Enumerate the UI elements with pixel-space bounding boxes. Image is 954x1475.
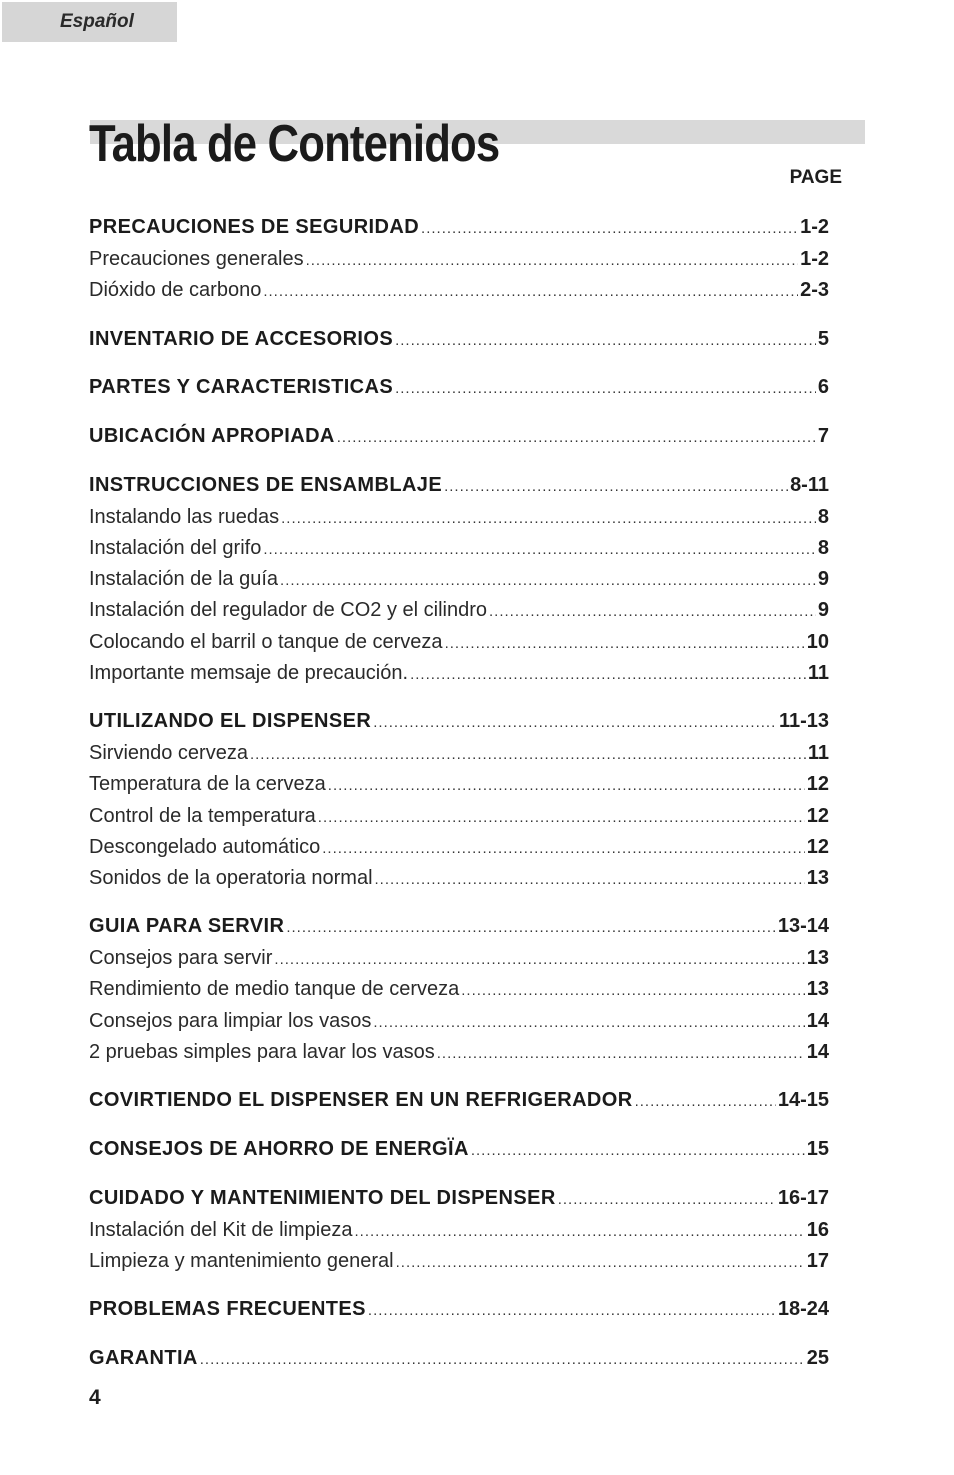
toc-entry-label: Precauciones generales	[89, 248, 304, 270]
toc-entry-page: 6	[817, 376, 829, 398]
toc-entry-page: 25	[806, 1347, 829, 1369]
toc-entry-label: GARANTIA	[89, 1347, 198, 1369]
toc-section-row[interactable]	[89, 372, 829, 402]
toc-subsection-row[interactable]	[89, 275, 829, 305]
toc-entry-page: 16	[806, 1219, 829, 1241]
toc-subsection-row[interactable]	[89, 769, 829, 799]
toc-entry-page: 14	[806, 1010, 829, 1032]
toc-section-row[interactable]	[89, 212, 829, 242]
toc-entry-page: 16-17	[777, 1187, 829, 1209]
toc-entry-page: 12	[806, 805, 829, 827]
dot-leader	[437, 1039, 805, 1067]
dot-leader	[373, 1008, 804, 1036]
toc-entry-label: COVIRTIENDO EL DISPENSER EN UN REFRIGERADOR	[89, 1089, 633, 1111]
toc-entry-label: Instalando las ruedas	[89, 506, 280, 528]
toc-entry-page: 11-13	[778, 710, 829, 732]
toc-entry-page: 13	[806, 978, 829, 1000]
toc-subsection-row[interactable]	[89, 564, 829, 594]
toc-entry-page: 10	[806, 631, 829, 653]
toc-entry-page: 13	[806, 947, 829, 969]
dot-leader	[461, 976, 805, 1004]
toc-entry-label: Consejos para limpiar los vasos	[89, 1010, 372, 1032]
toc-entry-page: 13-14	[777, 915, 829, 937]
dot-leader	[445, 629, 805, 657]
dot-leader	[368, 1296, 776, 1324]
toc-entry-label: Instalación del regulador de CO2 y el cilindro	[89, 599, 487, 621]
toc-entry-label: Importante memsaje de precaución.	[89, 662, 409, 684]
page-title: Tabla de Contenidos	[89, 115, 500, 173]
toc-subsection-row[interactable]	[89, 943, 829, 973]
toc-entry-page: 14	[806, 1041, 829, 1063]
dot-leader	[375, 865, 805, 893]
dot-leader	[471, 1136, 805, 1164]
dot-leader	[322, 834, 804, 862]
toc-subsection-row[interactable]	[89, 974, 829, 1004]
toc-entry-label: Consejos para servir	[89, 947, 273, 969]
dot-leader	[395, 374, 816, 402]
toc-entry-page: 11	[807, 662, 829, 684]
toc-entry-label: Rendimiento de medio tanque de cerveza	[89, 978, 460, 1000]
toc-entry-label: Instalación del grifo	[89, 537, 262, 559]
dot-leader	[306, 246, 799, 274]
dot-leader	[200, 1345, 805, 1373]
toc-section-row[interactable]	[89, 1294, 829, 1324]
toc-entry-page: 18-24	[777, 1298, 829, 1320]
toc-entry-page: 8	[817, 537, 829, 559]
dot-leader	[635, 1087, 776, 1115]
toc-entry-label: UBICACIÓN APROPIADA	[89, 425, 335, 447]
toc-subsection-row[interactable]	[89, 502, 829, 532]
toc-entry-page: 13	[806, 867, 829, 889]
toc-entry-label: Dióxido de carbono	[89, 279, 262, 301]
toc-entry-page: 1-2	[800, 216, 829, 238]
toc-entry-page: 9	[817, 568, 829, 590]
toc-subsection-row[interactable]	[89, 863, 829, 893]
dot-leader	[250, 740, 806, 768]
toc-subsection-row[interactable]	[89, 1215, 829, 1245]
toc-section-row[interactable]	[89, 911, 829, 941]
toc-entry-label: GUIA PARA SERVIR	[89, 915, 285, 937]
toc-entry-page: 14-15	[777, 1089, 829, 1111]
toc-entry-label: Sirviendo cerveza	[89, 742, 248, 764]
toc-subsection-row[interactable]	[89, 627, 829, 657]
toc-entry-page: 15	[806, 1138, 829, 1160]
dot-leader	[263, 535, 816, 563]
dot-leader	[263, 277, 798, 305]
toc-entry-page: 12	[806, 836, 829, 858]
toc-entry-label: INSTRUCCIONES DE ENSAMBLAJE	[89, 474, 443, 496]
toc-section-row[interactable]	[89, 706, 829, 736]
toc-subsection-row[interactable]	[89, 1006, 829, 1036]
toc-entry-label: Control de la temperatura	[89, 805, 316, 827]
dot-leader	[318, 803, 805, 831]
toc-subsection-row[interactable]	[89, 244, 829, 274]
toc-entry-label: Limpieza y mantenimiento general	[89, 1250, 394, 1272]
dot-leader	[410, 660, 806, 688]
dot-leader	[280, 566, 816, 594]
toc-subsection-row[interactable]	[89, 1246, 829, 1276]
toc-entry-label: PROBLEMAS FRECUENTES	[89, 1298, 366, 1320]
toc-entry-page: 8-11	[790, 474, 829, 496]
dot-leader	[395, 326, 816, 354]
toc-section-row[interactable]	[89, 1134, 829, 1164]
dot-leader	[489, 597, 816, 625]
dot-leader	[328, 771, 805, 799]
dot-leader	[337, 423, 816, 451]
toc-section-row[interactable]	[89, 470, 829, 500]
toc-section-row[interactable]	[89, 1183, 829, 1213]
toc-section-row[interactable]	[89, 1343, 829, 1373]
dot-leader	[396, 1248, 805, 1276]
toc-entry-label: CUIDADO Y MANTENIMIENTO DEL DISPENSER	[89, 1187, 556, 1209]
toc-entry-label: Instalación de la guía	[89, 568, 279, 590]
toc-entry-label: Instalación del Kit de limpieza	[89, 1219, 353, 1241]
toc-section-row[interactable]	[89, 421, 829, 451]
toc-entry-page: 11	[807, 742, 829, 764]
toc-entry-page: 12	[806, 773, 829, 795]
toc-subsection-row[interactable]	[89, 595, 829, 625]
toc-entry-label: Temperatura de la cerveza	[89, 773, 326, 795]
dot-leader	[286, 913, 776, 941]
dot-leader	[354, 1217, 804, 1245]
toc-subsection-row[interactable]	[89, 801, 829, 831]
toc-entry-page: 5	[817, 328, 829, 350]
toc-subsection-row[interactable]	[89, 658, 829, 688]
dot-leader	[558, 1185, 776, 1213]
toc-entry-page: 8	[817, 506, 829, 528]
toc-entry-label: UTILIZANDO EL DISPENSER	[89, 710, 372, 732]
dot-leader	[274, 945, 804, 973]
toc-section-row[interactable]	[89, 324, 829, 354]
toc-entry-label: CONSEJOS DE AHORRO DE ENERGÏA	[89, 1138, 469, 1160]
toc-entry-label: 2 pruebas simples para lavar los vasos	[89, 1041, 435, 1063]
toc-entry-label: INVENTARIO DE ACCESORIOS	[89, 328, 394, 350]
toc-subsection-row[interactable]	[89, 1037, 829, 1067]
toc-entry-page: 7	[817, 425, 829, 447]
language-tab: Español	[2, 2, 177, 42]
page-column-header: PAGE	[789, 167, 842, 188]
toc-entry-label: PRECAUCIONES DE SEGURIDAD	[89, 216, 420, 238]
dot-leader	[281, 504, 816, 532]
page-number: 4	[89, 1386, 101, 1409]
toc-entry-page: 2-3	[800, 279, 829, 301]
toc-subsection-row[interactable]	[89, 533, 829, 563]
toc-entry-page: 9	[817, 599, 829, 621]
toc-subsection-row[interactable]	[89, 738, 829, 768]
dot-leader	[373, 708, 777, 736]
toc-entry-label: Sonidos de la operatoria normal	[89, 867, 373, 889]
toc-subsection-row[interactable]	[89, 832, 829, 862]
toc-entry-label: Colocando el barril o tanque de cerveza	[89, 631, 443, 653]
toc-entry-page: 17	[806, 1250, 829, 1272]
toc-section-row[interactable]	[89, 1085, 829, 1115]
toc-entry-label: Descongelado automático	[89, 836, 321, 858]
toc-entry-label: PARTES Y CARACTERISTICAS	[89, 376, 394, 398]
dot-leader	[444, 472, 788, 500]
toc-entry-page: 1-2	[800, 248, 829, 270]
dot-leader	[421, 214, 798, 242]
